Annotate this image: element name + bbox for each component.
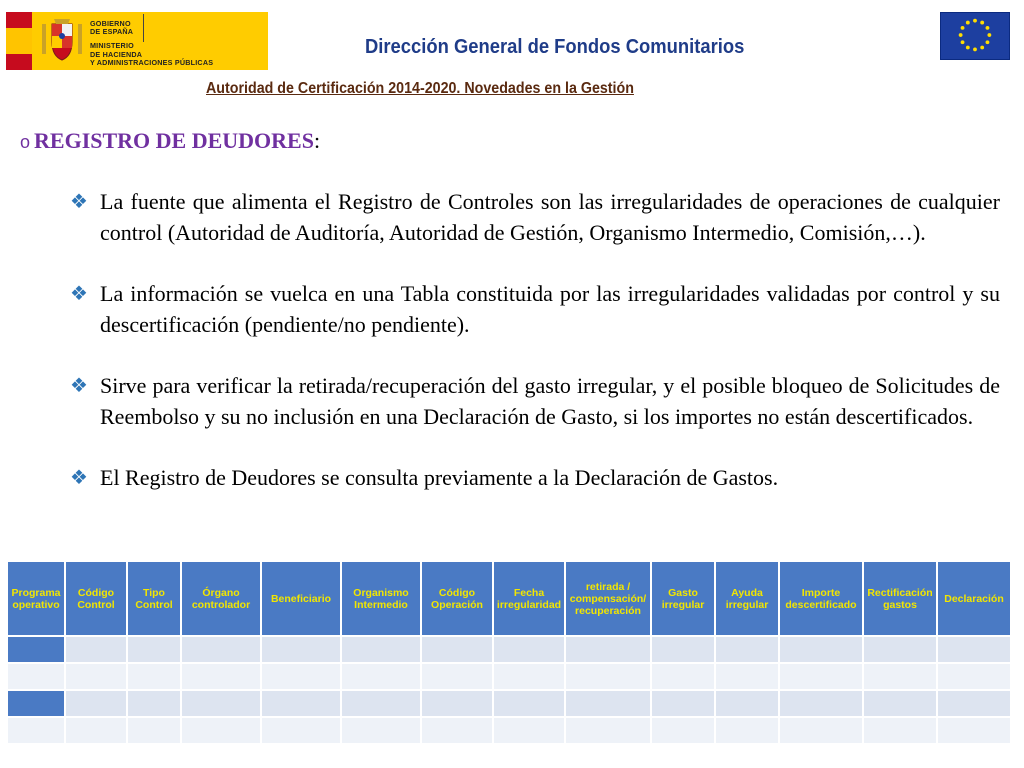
table-cell <box>7 690 65 717</box>
list-item <box>70 462 1000 493</box>
diamond-star-icon: ❖ <box>70 465 88 489</box>
table-row <box>7 717 1011 744</box>
table-cell <box>651 636 715 663</box>
table-cell <box>493 636 565 663</box>
table-cell <box>181 717 261 744</box>
table-cell <box>863 636 937 663</box>
table-cell <box>261 717 341 744</box>
table-cell <box>779 690 863 717</box>
table-row <box>7 636 1011 663</box>
column-header: Programa operativo <box>7 561 65 636</box>
page-subtitle: Autoridad de Certificación 2014-2020. Novedades en la Gestión <box>206 80 634 97</box>
table-cell <box>65 663 127 690</box>
debtors-table <box>6 560 1012 745</box>
table-cell <box>937 636 1011 663</box>
list-item <box>70 370 1000 432</box>
table-cell <box>341 663 421 690</box>
ministry-line2: DE HACIENDA <box>90 49 143 59</box>
table-cell <box>863 717 937 744</box>
table-cell <box>181 663 261 690</box>
table-cell <box>565 690 651 717</box>
column-header: Declaración <box>937 561 1011 636</box>
diamond-star-icon: ❖ <box>70 281 88 305</box>
table-cell <box>937 663 1011 690</box>
column-header: Fecha irregularidad <box>493 561 565 636</box>
bullet-text: La información se vuelca en una Tabla constituida por las irregularidades validadas por control y su descertificación (pendiente/no pendiente). <box>100 281 1000 337</box>
table-cell <box>127 717 181 744</box>
section-heading-text: REGISTRO DE DEUDORES <box>34 128 314 153</box>
table-cell <box>65 690 127 717</box>
list-item <box>70 186 1000 248</box>
column-header: Tipo Control <box>127 561 181 636</box>
coat-of-arms-icon <box>40 18 84 64</box>
page-title: Dirección General de Fondos Comunitarios <box>365 36 745 58</box>
table-row <box>7 690 1011 717</box>
ministry-line3: Y ADMINISTRACIONES PÚBLICAS <box>90 58 214 68</box>
column-header: Organismo Intermedio <box>341 561 421 636</box>
table-cell <box>65 636 127 663</box>
bullet-list <box>70 186 1000 493</box>
table-cell <box>421 717 493 744</box>
ministry-line1: MINISTERIO <box>90 41 134 51</box>
table-cell <box>65 717 127 744</box>
table-cell <box>341 636 421 663</box>
column-header: Ayuda irregular <box>715 561 779 636</box>
column-header: Beneficiario <box>261 561 341 636</box>
table-cell <box>127 663 181 690</box>
column-header: Gasto irregular <box>651 561 715 636</box>
table-cell <box>7 636 65 663</box>
logo-divider <box>143 14 144 42</box>
table-cell <box>7 663 65 690</box>
table-cell <box>565 663 651 690</box>
table-cell <box>863 690 937 717</box>
table-cell <box>565 717 651 744</box>
column-header: Código Control <box>65 561 127 636</box>
column-header: Código Operación <box>421 561 493 636</box>
table-cell <box>651 690 715 717</box>
circle-bullet-icon: o <box>20 132 31 152</box>
table-cell <box>421 690 493 717</box>
table-cell <box>493 717 565 744</box>
government-logo <box>6 12 268 70</box>
table-cell <box>937 717 1011 744</box>
table-cell <box>779 636 863 663</box>
diamond-star-icon: ❖ <box>70 373 88 397</box>
table-cell <box>937 690 1011 717</box>
table-header-row <box>7 561 1011 636</box>
section-heading-suffix: : <box>313 128 321 153</box>
table-cell <box>715 690 779 717</box>
table-row <box>7 663 1011 690</box>
gov-logo-line2: DE ESPAÑA <box>90 27 134 37</box>
section-heading <box>20 128 320 154</box>
table-cell <box>127 690 181 717</box>
table-cell <box>341 690 421 717</box>
table-cell <box>261 690 341 717</box>
table-cell <box>261 663 341 690</box>
table-cell <box>261 636 341 663</box>
table-cell <box>863 663 937 690</box>
table-cell <box>715 717 779 744</box>
table-cell <box>779 663 863 690</box>
table-cell <box>341 717 421 744</box>
eu-flag-icon <box>940 12 1010 60</box>
table-cell <box>565 636 651 663</box>
column-header: Rectificación gastos <box>863 561 937 636</box>
table-cell <box>651 717 715 744</box>
bullet-text: El Registro de Deudores se consulta previamente a la Declaración de Gastos. <box>100 465 779 490</box>
diamond-star-icon: ❖ <box>70 189 88 213</box>
table-cell <box>715 663 779 690</box>
table-cell <box>421 663 493 690</box>
column-header: retirada / compensación/ recuperación <box>565 561 651 636</box>
column-header: Órgano controlador <box>181 561 261 636</box>
table-cell <box>181 636 261 663</box>
table-cell <box>779 717 863 744</box>
table-cell <box>493 663 565 690</box>
list-item <box>70 278 1000 340</box>
table-cell <box>651 663 715 690</box>
table-cell <box>127 636 181 663</box>
table-cell <box>421 636 493 663</box>
table-cell <box>181 690 261 717</box>
table-cell <box>493 690 565 717</box>
bullet-text: La fuente que alimenta el Registro de Controles son las irregularidades de operaciones de cualquier control (Autoridad de Auditoría, Autoridad de Gestión, Organismo Intermedio, Comisión,…). <box>100 189 1000 245</box>
gov-logo-line1: GOBIERNO <box>90 18 131 28</box>
table-cell <box>715 636 779 663</box>
column-header: Importe descertificado <box>779 561 863 636</box>
spain-flag-strip <box>6 12 32 70</box>
bullet-text: Sirve para verificar la retirada/recuperación del gasto irregular, y el posible bloqueo de Solicitudes de Reembolso y su no inclusión en una Declaración de Gasto, si los importes no están descertificados. <box>100 373 1000 429</box>
table-cell <box>7 717 65 744</box>
